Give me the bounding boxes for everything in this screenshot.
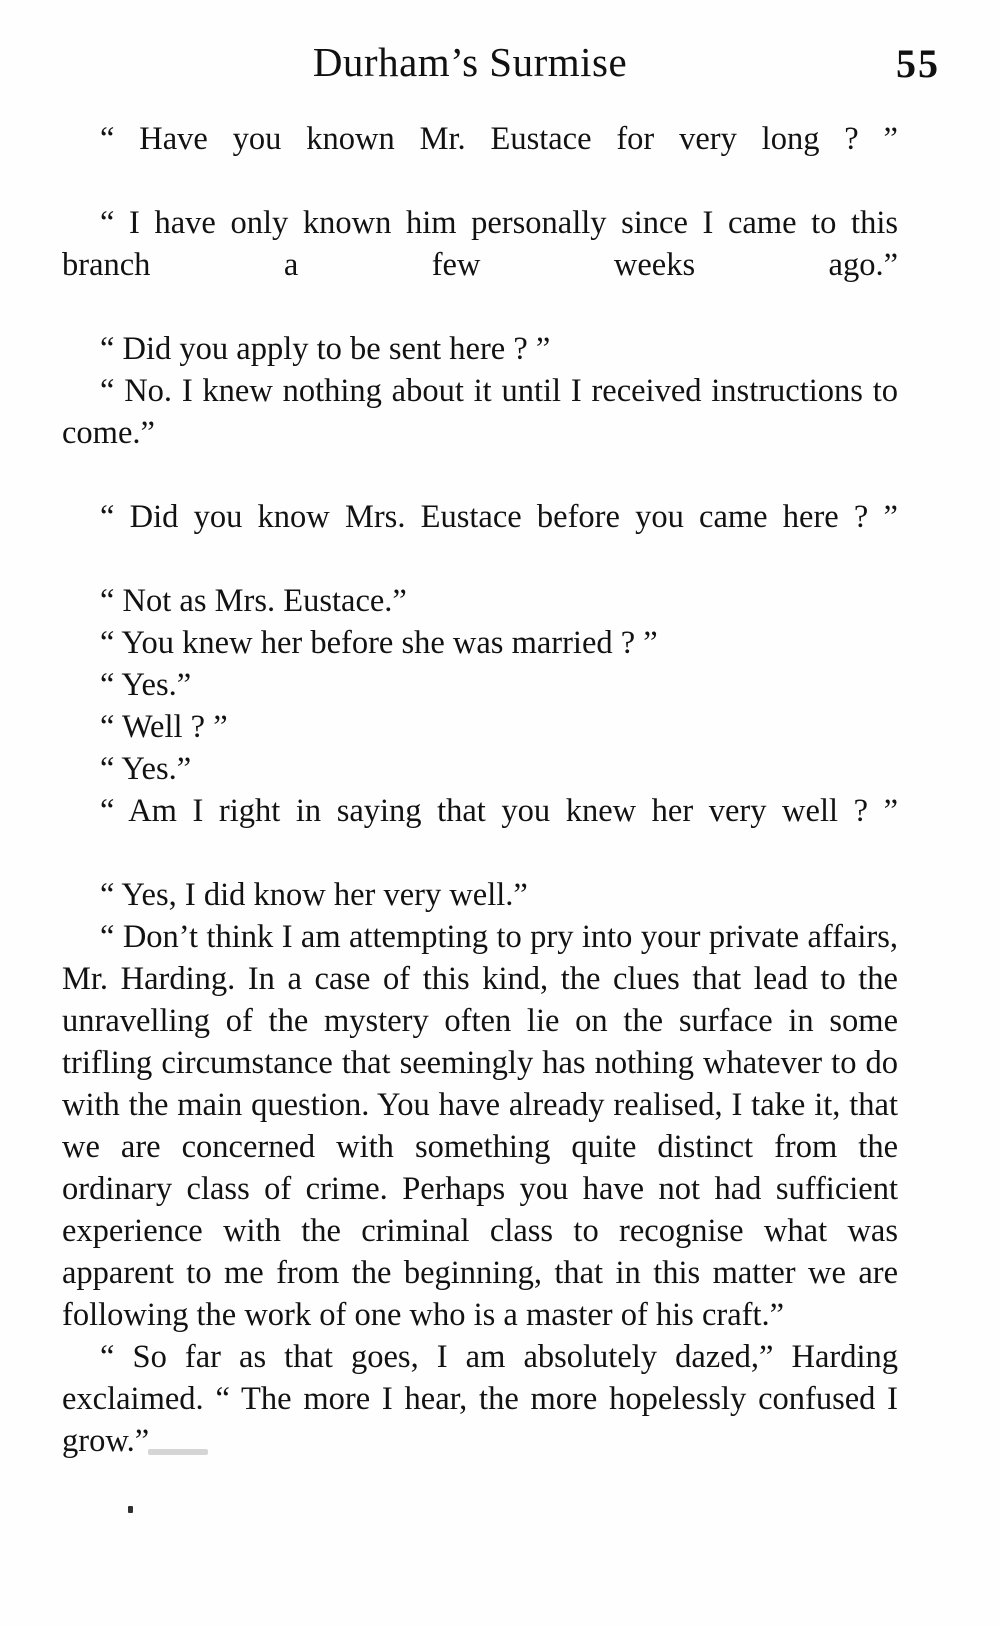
paragraph: “ Did you know Mrs. Eustace before you came here ? ” <box>100 499 898 535</box>
page-header <box>60 38 940 100</box>
paragraph: “ Did you apply to be sent here ? ” <box>100 331 551 367</box>
paragraph: “ Don’t think I am attempting to pry into your private affairs, Mr. Harding. In a case of this kind, the clues that lead to the unravelling of the mystery often lie on the surface in some trifling circumstance that seemingly has nothing whatever to do with the main question. You have already realised, I take it, that we are concerned with something quite distinct from the ordinary class of crime. Perhaps you have not had sufficient experience with the criminal class to recognise what was apparent to me from the beginning, that in this matter we are following the work of one who is a master of his craft.” <box>62 919 898 1333</box>
page-smudge <box>148 1449 208 1455</box>
paragraph: “ Yes, I did know her very well.” <box>100 877 528 913</box>
paragraph: “ Am I right in saying that you knew her very well ? ” <box>100 793 898 829</box>
paragraph: “ Yes.” <box>100 751 192 787</box>
paragraph: “ No. I knew nothing about it until I received instructions to come.” <box>62 373 898 451</box>
paragraph: “ Yes.” <box>100 667 192 703</box>
running-head-title: Durham’s Surmise <box>312 39 628 85</box>
paragraph: “ I have only known him personally since I came to this branch a few weeks ago.” <box>62 205 898 283</box>
page-number: 55 <box>896 41 940 86</box>
ink-speck <box>128 1506 133 1513</box>
paragraph: “ You knew her before she was married ? ” <box>100 625 658 661</box>
body-text <box>62 118 898 1462</box>
paragraph: “ Well ? ” <box>100 709 228 745</box>
paragraph: “ Not as Mrs. Eustace.” <box>100 583 407 619</box>
paragraph: “ So far as that goes, I am absolutely dazed,” Harding exclaimed. “ The more I hear, the more hopelessly confused I grow.” <box>62 1339 898 1459</box>
paragraph: “ Have you known Mr. Eustace for very long ? ” <box>100 121 898 157</box>
